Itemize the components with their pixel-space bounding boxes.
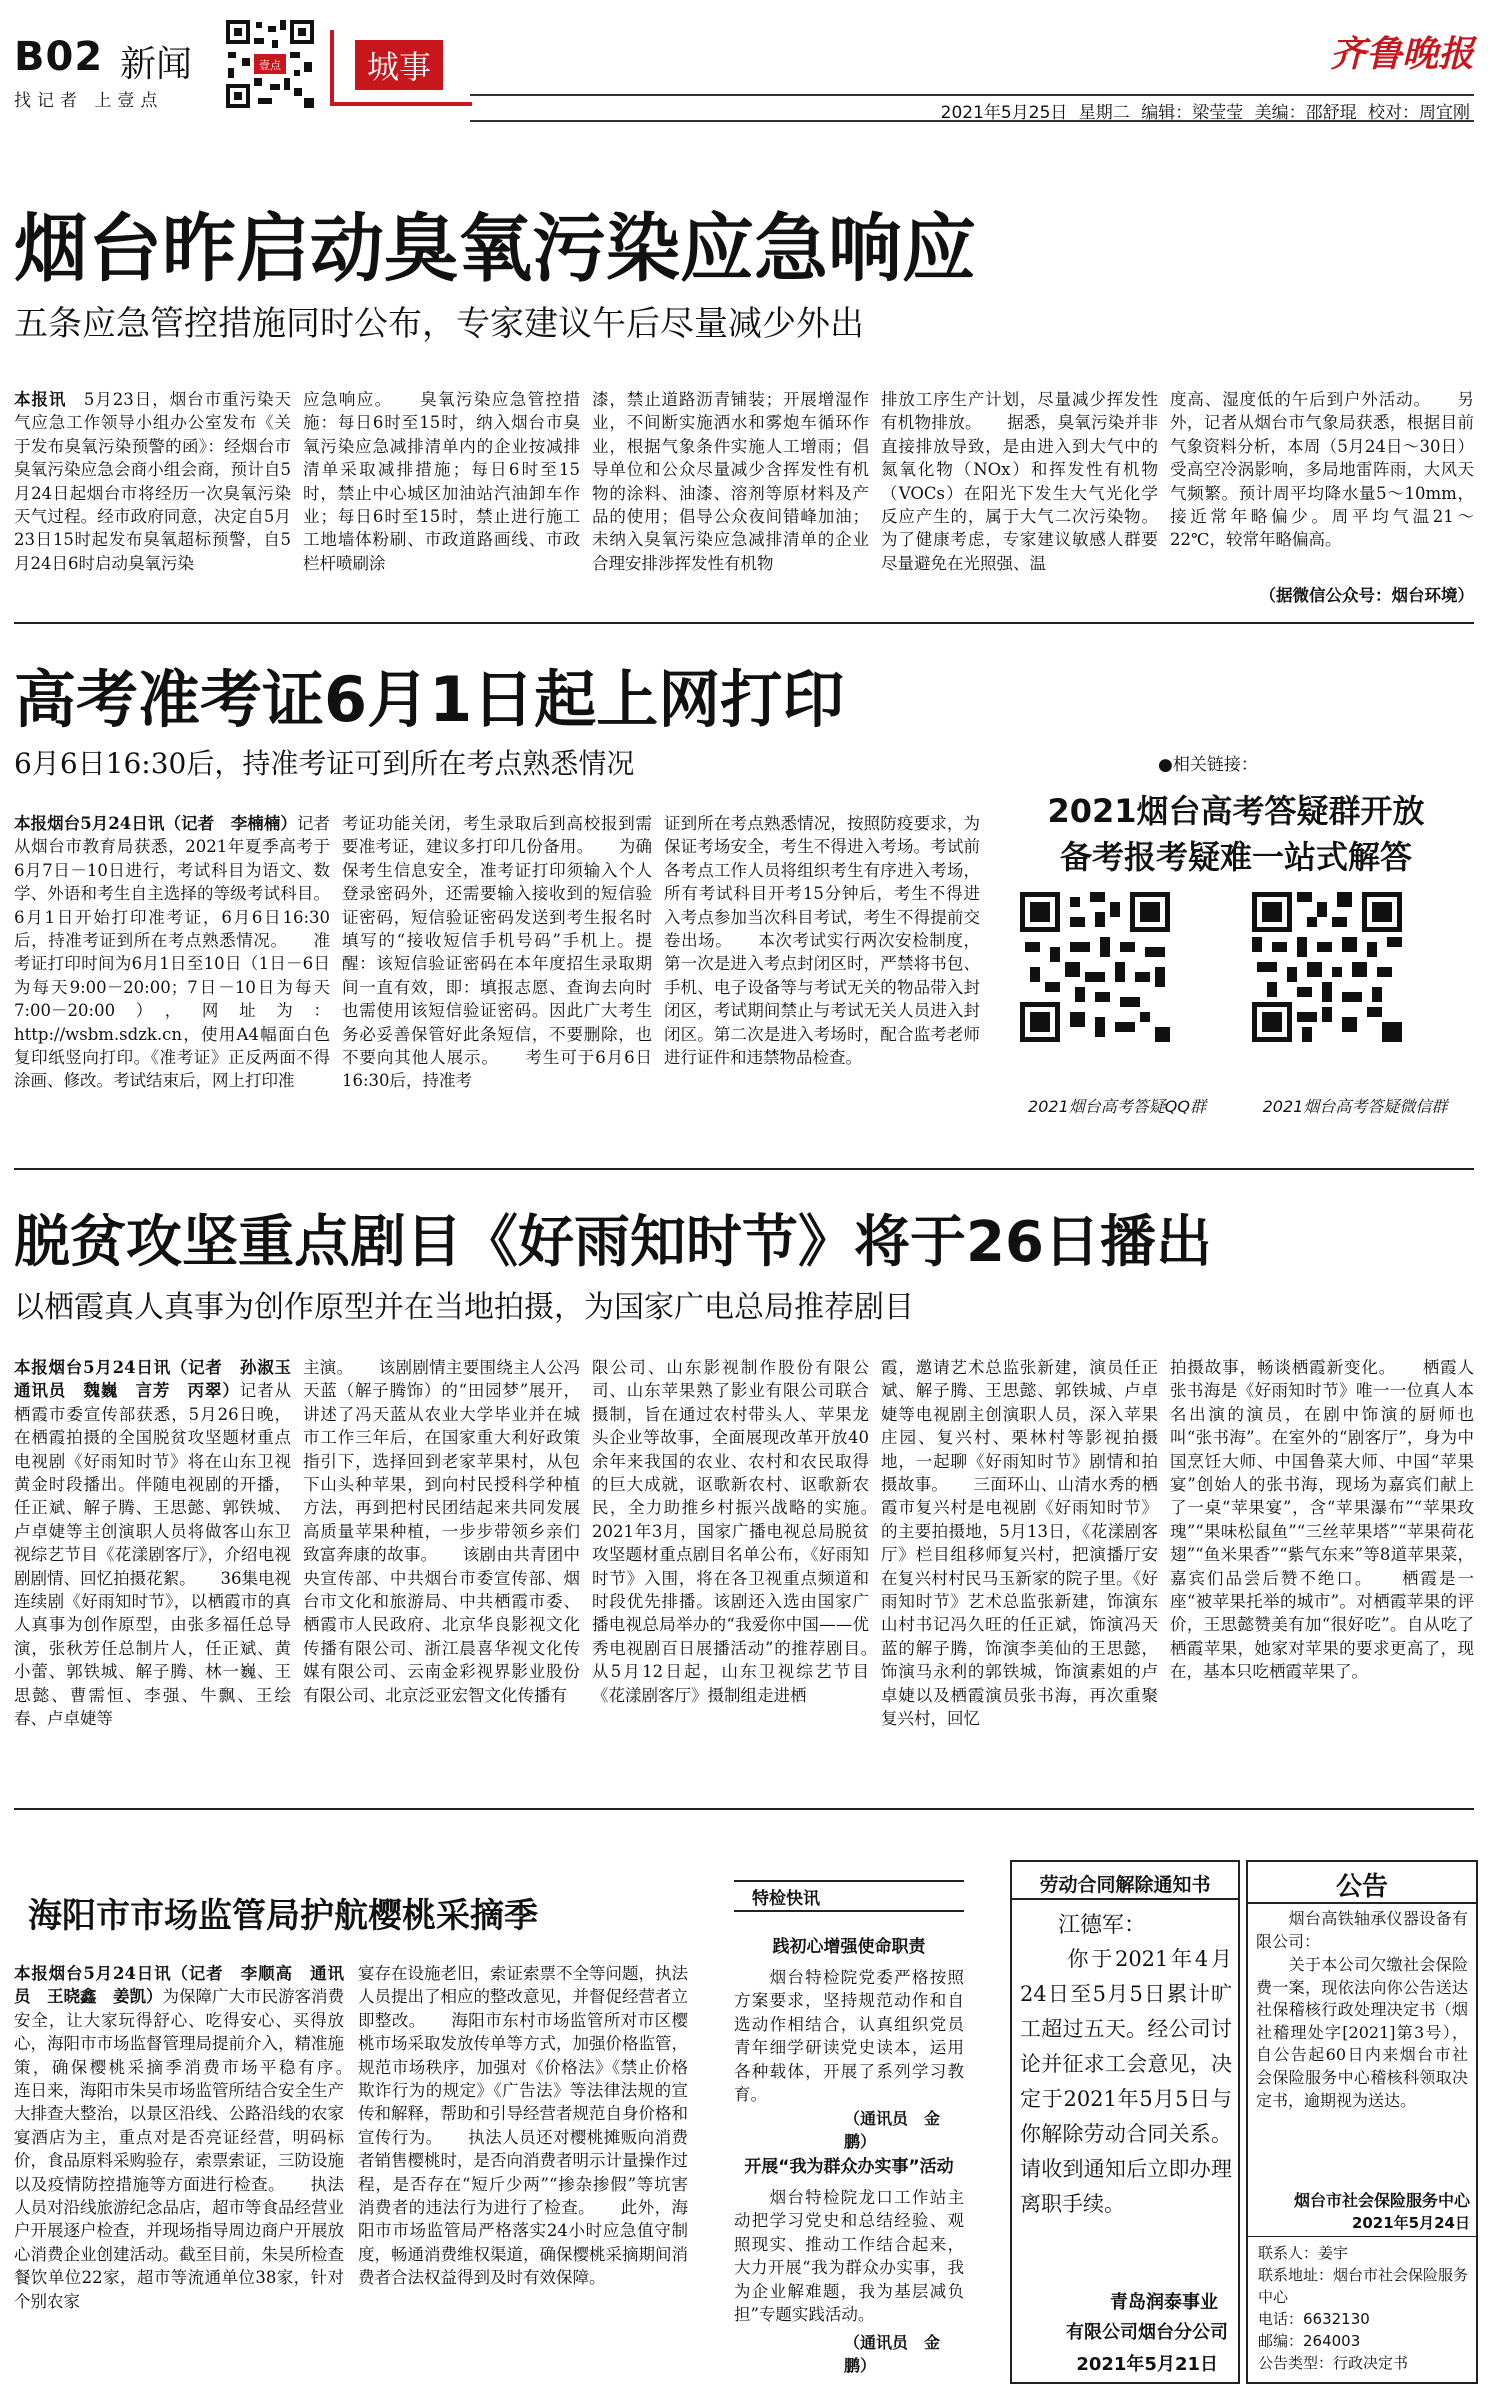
article-1-col-1: 本报讯 5月23日，烟台市重污染天气应急工作领导小组办公室发布《关于发布臭氧污染预警的函》：经烟台市臭氧污染应急会商小组会商，预计自5月24日起烟台市将经历一次臭氧污染天气过程。经市政府同意，决定自5月23日15时起发布臭氧超标预警，自5月24日6时启动臭氧污染 [14, 390, 291, 573]
news-flash-credit-1: （通讯员 金鹏） [844, 2109, 941, 2151]
announcement-type: 公告类型：行政决定书 [1258, 2354, 1409, 2372]
notice-date: 2021年5月21日 [1076, 2354, 1218, 2375]
announcement-address: 联系地址：烟台市社会保险服务中心 [1258, 2266, 1469, 2306]
related-links-kicker: ●相关链接： [1158, 755, 1258, 775]
wechat-group-caption: 2021烟台高考答疑微信群 [1262, 1097, 1448, 1116]
announcement-body: 关于本公司欠缴社会保险费一案，现依法向你公告送达社保稽核行政处理决定书（烟社稽理处字[2021]第3号），自公告起60日内来烟台市社会保险服务中心稽核科领取决定书，逾期视为送达。 [1256, 1955, 1468, 2110]
news-flash-label: 特检快讯 [752, 1889, 820, 1909]
article-3-col-3: 限公司、山东影视制作股份有限公司、山东苹果熟了影业有限公司联合摄制，旨在通过农村带头人、苹果龙头企业等故事，全面展现改革开放40余年来我国的农业、农村和农民取得的巨大成就，讴歌新农村、讴歌新农民，全力助推乡村振兴战略的实施。 2021年3月，国家广播电视总局脱贫攻坚题材重点剧目名单公布，《好雨知时节》入围，将在各卫视重点频道和时段优先排播。该剧还入选由国家广播电视总局举办的“我爱你中国——优秀电视剧百日展播活动”的推荐剧目。 从5月12日起，山东卫视综艺节目《花漾剧客厅》摄制组走进栖 [592, 1358, 869, 1705]
section-name: 新闻 [120, 44, 193, 85]
qq-group-qr-code[interactable] [1020, 892, 1170, 1042]
page-number: B02 [14, 34, 104, 80]
divider [14, 1168, 1474, 1170]
announcement-date: 2021年5月24日 [1351, 2214, 1470, 2232]
article-4-col-1: 本报烟台5月24日讯（记者 李顺高 通讯员 王晓鑫 姜凯）为保障广大市民游客消费安全，让大家玩得舒心、吃得安心、买得放心，海阳市市场监督管理局提前介入，精准施策，确保樱桃采摘季消费市场平稳有序。 连日来，海阳市朱吴市场监管所结合安全生产大排查大整治，以景区沿线、公路沿线的农家宴酒店为主，重点对是否亮证经营，明码标价，食品原料采购验存，索票索证，三防设施以及疫情防控措施等方面进行检查。 执法人员对沿线旅游纪念品店，超市等食品经营业户开展逐户检查，并现场指导周边商户开展放心消费企业创建活动。截至目前，朱吴所检查餐饮单位22家，超市等流通单位38家，针对个别农家 [14, 1964, 344, 2311]
article-2-subtitle: 6月6日16:30后，持准考证可到所在考点熟悉情况 [14, 747, 635, 780]
qr-code-icon [224, 18, 316, 110]
notice-title: 劳动合同解除通知书 [1039, 1874, 1211, 1896]
newspaper-logo: 齐鲁晚报 [1329, 33, 1474, 75]
public-announcement [1246, 1860, 1478, 2384]
article-4-col-2: 宴存在设施老旧，索证索票不全等问题，执法人员提出了相应的整改意见，并督促经营者立即整改。 海阳市东村市场监管所对市区樱桃市场采取发放传单等方式，加强价格监管，规范市场秩序，加强对《价格法》《禁止价格欺诈行为的规定》《广告法》等法律法规的宣传和解释，帮助和引导经营者规范自身价格和宣传行为。 执法人员还对樱桃摊贩向消费者销售樱桃时，是否向消费者明示计量操作过程，是否存在“短斤少两”“掺杂掺假”等坑害消费者的违法行为进行了检查。 此外，海阳市市场监管局严格落实24小时应急值守制度，畅通消费维权渠道，确保樱桃采摘期间消费者合法权益得到及时有效保障。 [358, 1964, 688, 2288]
article-3-title: 脱贫攻坚重点剧目《好雨知时节》将于26日播出 [14, 1210, 1212, 1275]
notice-signer-2: 有限公司烟台分公司 [1066, 2322, 1228, 2343]
article-3-col-5: 拍摄故事，畅谈栖霞新变化。 栖霞人张书海是《好雨知时节》唯一一位真人本名出演的演员，在剧中饰演的厨师也叫“张书海”。在室外的“剧客厅”，身为中国烹饪大师、中国鲁菜大师、中国“苹果宴”创始人的张书海，现场为嘉宾们献上了一桌“苹果宴”，含“苹果瀑布”“苹果玫瑰”“果味松鼠鱼”“三丝苹果塔”“苹果荷花翅”“鱼米果香”“紫气东来”等8道苹果菜，嘉宾们品尝后赞不绝口。 栖霞是一座“被苹果托举的城市”。对栖霞苹果的评价，王思懿赞美有加“很好吃”。自从吃了栖霞苹果，她家对苹果的要求更高了，现在，基本只吃栖霞苹果了。 [1170, 1358, 1474, 1682]
news-flash-headline-2: 开展“我为群众办实事”活动 [744, 2157, 954, 2177]
announcement-signer: 烟台市社会保险服务中心 [1293, 2191, 1470, 2210]
article-3-col-1: 本报烟台5月24日讯（记者 孙淑玉 通讯员 魏巍 言芳 丙翠）记者从栖霞市委宣传部获悉，5月26日晚，在栖霞拍摄的全国脱贫攻坚题材重点电视剧《好雨知时节》将在山东卫视黄金时段播出。伴随电视剧的开播，任正斌、解子腾、王思懿、郭铁城、卢卓婕等主创演职人员将做客山东卫视综艺节目《花漾剧客厅》，介绍电视剧剧情、回忆拍摄花絮。 36集电视连续剧《好雨知时节》，以栖霞市的真人真事为创作原型，由张多福任总导演，张秋芳任总制片人，任正斌、黄小蕾、郭铁城、解子腾、林一巍、王思懿、曹需恒、李强、牛飘、王绘春、卢卓婕等 [14, 1358, 291, 1729]
article-1-col-5: 度高、湿度低的午后到户外活动。 另外，记者从烟台市气象局获悉，根据目前气象资料分析，本周（5月24日～30日）受高空冷涡影响，多局地雷阵雨，大风天气频繁。预计周平均降水量5～10mm，接近常年略偏少。周平均气温21～22℃，较常年略偏高。 [1170, 390, 1474, 550]
article-4-title: 海阳市市场监管局护航樱桃采摘季 [28, 1896, 538, 1936]
qq-group-caption: 2021烟台高考答疑QQ群 [1028, 1097, 1206, 1116]
wechat-group-qr-code[interactable] [1252, 892, 1402, 1042]
header-qr-code[interactable] [224, 18, 316, 110]
article-1-source: （据微信公众号：烟台环境） [1259, 586, 1474, 605]
notice-body: 你于2021年4月24日至5月5日累计旷工超过五天。经公司讨论并征求工会意见，决定于2021年5月5日与你解除劳动合同关系。请收到通知后立即办理离职手续。 [1020, 1947, 1232, 2216]
related-links-sidebar [998, 750, 1474, 1150]
news-flash-body-2: 烟台特检院龙口工作站主动把学习党史和总结经验、观照现实、推动工作结合起来，大力开展“我为群众办实事，我为企业解难题，我为基层减负担”专题实践活动。 [734, 2188, 964, 2325]
qr-code-icon [1020, 892, 1170, 1042]
notice-addressee: 江德军： [1058, 1913, 1147, 1938]
article-2-title: 高考准考证6月1日起上网打印 [14, 663, 845, 736]
news-flash-headline-1: 践初心增强使命职责 [772, 1937, 926, 1957]
labor-contract-notice [1010, 1860, 1240, 2384]
announcement-postcode: 邮编：264003 [1258, 2332, 1361, 2350]
article-1-subtitle: 五条应急管控措施同时公布，专家建议午后尽量减少外出 [14, 304, 864, 344]
sidebar-headline-2: 备考报考疑难一站式解答 [1059, 838, 1412, 876]
article-2-col-2: 考证功能关闭，考生录取后到高校报到需要准考证，建议多打印几份备用。 为确保考生信息安全，准考证打印须输入个人登录密码外，还需要输入接收到的短信验证密码，短信验证密码发送到考生报名时填写的“接收短信手机号码”手机上。提醒：该短信验证密码在本年度招生录取期间一直有效，即：填报志愿、查询去向时也需使用该短信验证密码。因此广大考生务必妥善保管好此条短信，不要删除，也不要向其他人展示。 考生可于6月6日16:30后，持准考 [342, 814, 652, 1091]
article-1-col-4: 排放工序生产计划，尽量减少挥发性有机物排放。 据悉，臭氧污染并非直接排放导致，是由进入到大气中的氮氧化物（NOx）和挥发性有机物（VOCs）在阳光下发生大气光化学反应产生的，属于大气二次污染物。为了健康考虑，专家建议敏感人群要尽量避免在光照强、温 [881, 390, 1158, 573]
announcement-phone: 电话：6632130 [1258, 2310, 1370, 2328]
article-1-title: 烟台昨启动臭氧污染应急响应 [14, 206, 976, 292]
announcement-contact: 联系人：姜宇 [1258, 2244, 1349, 2262]
divider [14, 1808, 1474, 1810]
sidebar-headline-1: 2021烟台高考答疑群开放 [1047, 792, 1425, 830]
article-1-col-2: 应急响应。 臭氧污染应急管控措施：每日6时至15时，纳入烟台市臭氧污染应急减排清单内的企业按减排清单采取减排措施；每日6时至15时，禁止中心城区加油站汽油卸车作业；每日6时至15时，禁止进行施工工地墙体粉刷、市政道路画线、市政栏杆喷刷涂 [303, 390, 580, 573]
article-1-col-3: 漆，禁止道路沥青铺装；开展增湿作业，不间断实施洒水和雾炮车循环作业，根据气象条件实施人工增雨；倡导单位和公众尽量减少含挥发性有机物的涂料、油漆、溶剂等原材料及产品的使用；倡导公众夜间错峰加油；未纳入臭氧污染应急减排清单的企业合理安排涉挥发性有机物 [592, 390, 869, 573]
announcement-title: 公告 [1335, 1872, 1388, 1902]
article-3-col-4: 霞，邀请艺术总监张新建，演员任正斌、解子腾、王思懿、郭铁城、卢卓婕等电视剧主创演职人员，深入苹果庄园、复兴村、栗林村等影视拍摄地，一起聊《好雨知时节》剧情和拍摄故事。 三面环山、山清水秀的栖霞市复兴村是电视剧《好雨知时节》的主要拍摄地，5月13日，《花漾剧客厅》栏目组移师复兴村，把演播厅安在复兴村村民马玉新家的院子里。《好雨知时节》艺术总监张新建，饰演东山村书记冯久旺的任正斌，饰演冯天蓝的解子腾，饰演李美仙的王思懿，饰演马永利的郭铁城，饰演素姐的卢卓婕以及栖霞演员张书海，再次重聚复兴村，回忆 [881, 1358, 1158, 1729]
news-flash-credit-2: （通讯员 金鹏） [844, 2333, 941, 2375]
news-flash-body-1: 烟台特检院党委严格按照方案要求，坚持规范动作和自选动作相结合，认真组织党员青年细学研读党史读本，运用各种载体，开展了系列学习教育。 [734, 1968, 964, 2105]
qr-label: 壹点 [259, 59, 281, 72]
article-3-col-2: 主演。 该剧剧情主要围绕主人公冯天蓝（解子腾饰）的“田园梦”展开，讲述了冯天蓝从农业大学毕业并在城市工作三年后，在国家重大利好政策指引下，选择回到老家苹果村，从包下山头种苹果，到向村民授科学种植方法，再到把村民团结起来共同发展高质量苹果种植，一步步带领乡亲们致富奔康的故事。 该剧由共青团中央宣传部、中共烟台市委宣传部、烟台市文化和旅游局、中共栖霞市委、栖霞市人民政府、北京华良影视文化传播有限公司、浙江晨喜华视文化传媒有限公司、云南金彩视界影业股份有限公司、北京泛亚宏智文化传播有 [303, 1358, 580, 1705]
announcement-addressee: 烟台高铁轴承仪器设备有限公司： [1256, 1909, 1468, 1951]
article-2-col-1: 本报烟台5月24日讯（记者 李楠楠）记者从烟台市教育局获悉，2021年夏季高考于6月7日－10日进行，考试科目为语文、数学、外语和考生自主选择的等级考试科目。6月1日开始打印准考证，6月6日16:30后，持准考证到所在考点熟悉情况。 准考证打印时间为6月1日至10日（1日－6日为每天9:00－20:00；7日－10日为每天7:00－20:00），网址为：http://wsbm.sdzk.cn，使用A4幅面白色复印纸竖向打印。《准考证》正反两面不得涂画、修改。考试结束后，网上打印准 [14, 814, 330, 1091]
special-inspection-news [734, 1880, 964, 2380]
article-3-subtitle: 以栖霞真人真事为创作原型并在当地拍摄，为国家广电总局推荐剧目 [14, 1290, 914, 1325]
issue-info: 2021年5月25日 星期二 编辑：梁莹莹 美编：邵舒琨 校对：周宜刚 [940, 103, 1470, 123]
article-2-col-3: 证到所在考点熟悉情况，按照防疫要求，为保证考场安全，考生不得进入考场。考试前各考点工作人员将组织考生有序进入考场，所有考试科目开考15分钟后，考生不得进入考点参加当次科目考试，考生不得提前交卷出场。 本次考试实行两次安检制度，第一次是进入考点封闭区时，严禁将书包、手机、电子设备等与考试无关的物品带入封闭区，考试期间禁止与考试无关人员进入封闭区。第二次是进入考场时，配合监考老师进行证件和违禁物品检查。 [664, 814, 980, 1068]
divider [14, 622, 1474, 624]
notice-signer-1: 青岛润泰事业 [1110, 2292, 1218, 2313]
section-tab[interactable]: 城事 [355, 40, 443, 90]
qr-code-icon [1252, 892, 1402, 1042]
slogan: 找记者 上壹点 [14, 91, 164, 111]
